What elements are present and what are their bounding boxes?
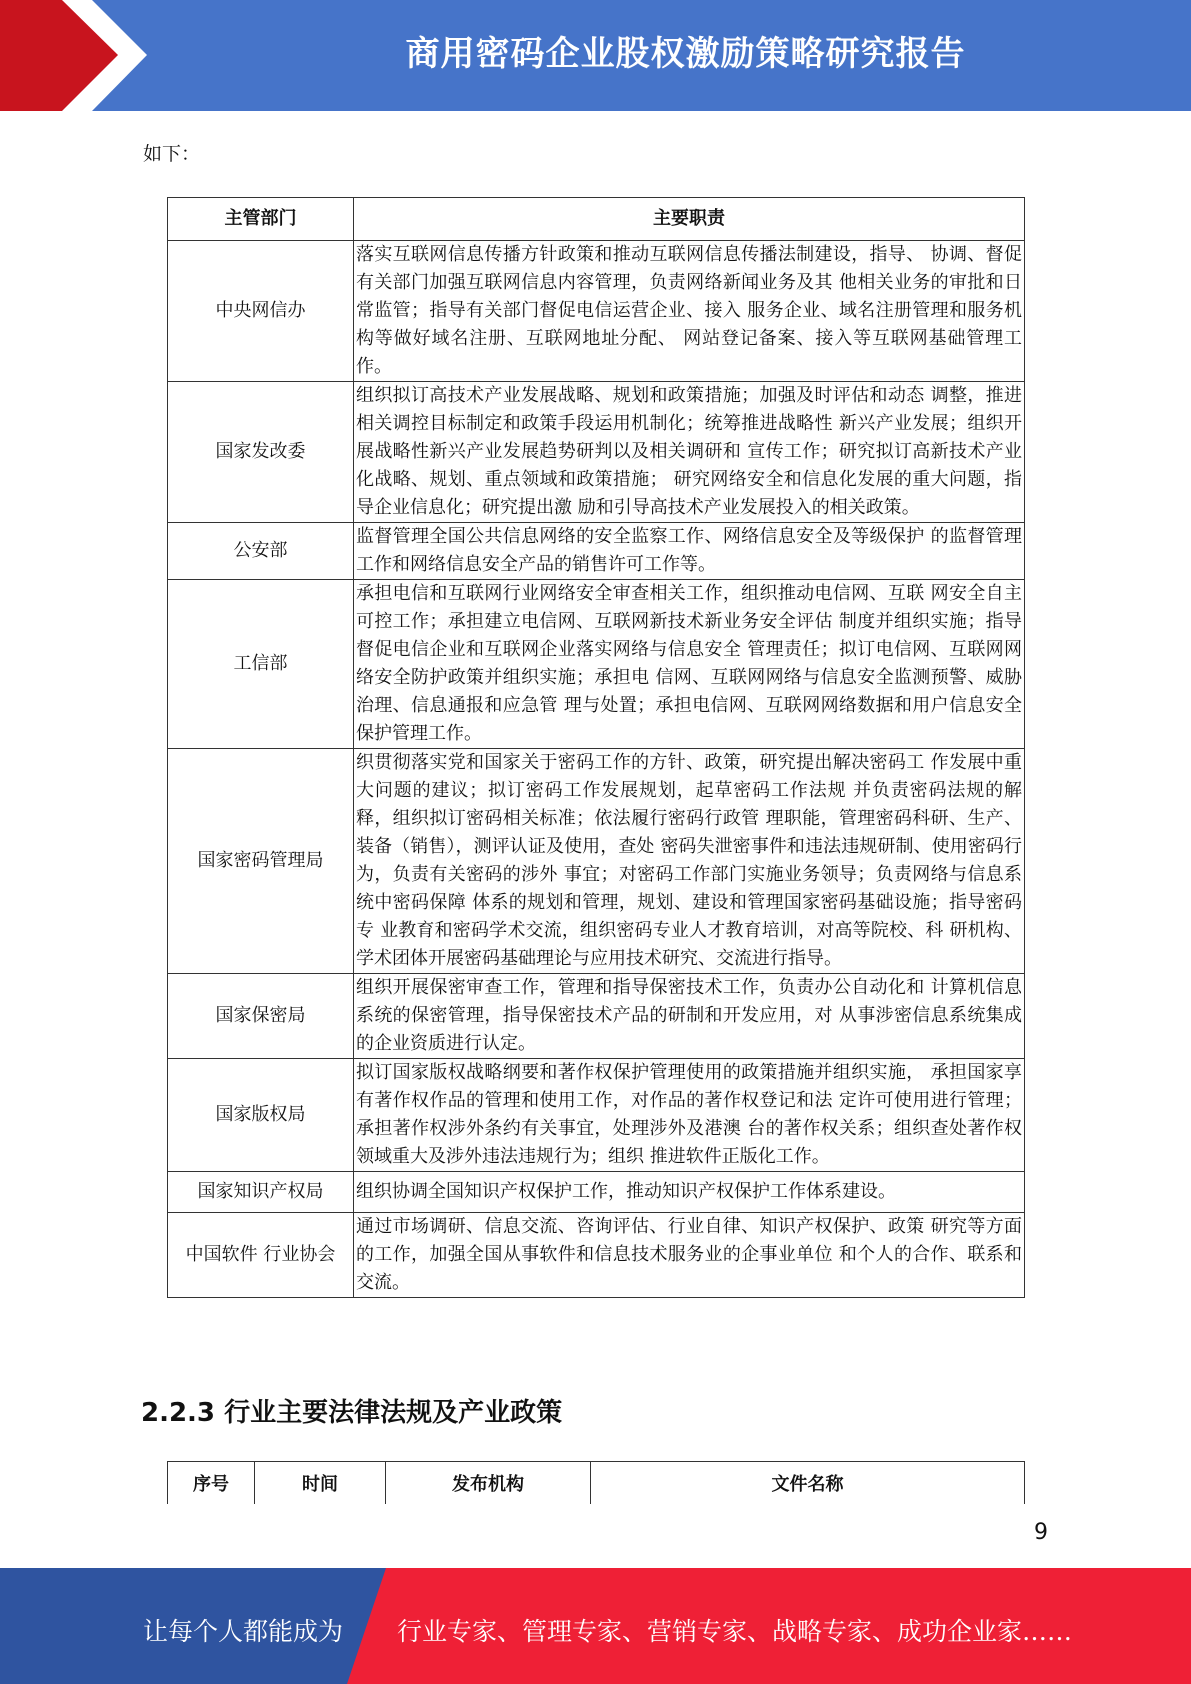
header-responsibility: 主要职责 xyxy=(354,198,1025,241)
table-header-row xyxy=(168,1462,1025,1505)
department-cell: 公安部 xyxy=(168,523,354,580)
table-row xyxy=(168,1059,1025,1172)
department-cell: 国家密码管理局 xyxy=(168,749,354,974)
responsibility-cell: 拟订国家版权战略纲要和著作权保护管理使用的政策措施并组织实施， 承担国家享有著作权作品的管理和使用工作，对作品的著作权登记和法 定许可使用进行管理；承担著作权涉外条约有关事宜，处理涉外及港澳 台的著作权关系；组织查处著作权领域重大及涉外违法违规行为；组织 推进软件正版化工作。 xyxy=(354,1059,1025,1172)
table-header-row xyxy=(168,198,1025,241)
responsibility-cell: 组织协调全国知识产权保护工作，推动知识产权保护工作体系建设。 xyxy=(354,1172,1025,1213)
table-row xyxy=(168,974,1025,1059)
department-cell: 国家版权局 xyxy=(168,1059,354,1172)
department-cell: 国家知识产权局 xyxy=(168,1172,354,1213)
header-department: 主管部门 xyxy=(168,198,354,241)
responsibility-cell: 监督管理全国公共信息网络的安全监察工作、网络信息安全及等级保护 的监督管理工作和网络信息安全产品的销售许可工作等。 xyxy=(354,523,1025,580)
footer-slogan-right: 行业专家、管理专家、营销专家、战略专家、成功企业家…… xyxy=(397,1617,1073,1646)
responsibility-cell: 落实互联网信息传播方针政策和推动互联网信息传播法制建设，指导、 协调、督促有关部门加强互联网信息内容管理，负责网络新闻业务及其 他相关业务的审批和日常监管；指导有关部门督促电信运营企业、接入 服务企业、域名注册管理和服务机构等做好域名注册、互联网地址分配、 网站登记备案、接入等互联网基础管理工作。 xyxy=(354,241,1025,382)
responsibility-cell: 通过市场调研、信息交流、咨询评估、行业自律、知识产权保护、政策 研究等方面的工作，加强全国从事软件和信息技术服务业的企事业单位 和个人的合作、联系和交流。 xyxy=(354,1213,1025,1298)
department-cell: 国家保密局 xyxy=(168,974,354,1059)
header-time: 时间 xyxy=(255,1462,386,1505)
department-cell: 中央网信办 xyxy=(168,241,354,382)
department-cell: 中国软件 行业协会 xyxy=(168,1213,354,1298)
table-row xyxy=(168,523,1025,580)
page-footer xyxy=(0,1568,1191,1684)
responsibility-cell: 承担电信和互联网行业网络安全审查相关工作，组织推动电信网、互联 网安全自主可控工作；承担建立电信网、互联网新技术新业务安全评估 制度并组织实施；指导督促电信企业和互联网企业落实网络与信息安全 管理责任；拟订电信网、互联网网络安全防护政策并组织实施；承担电 信网、互联网网络与信息安全监测预警、威胁治理、信息通报和应急管 理与处置；承担电信网、互联网网络数据和用户信息安全保护管理工作。 xyxy=(354,580,1025,749)
page-number: 9 xyxy=(1034,1520,1048,1545)
page-header xyxy=(0,0,1191,111)
table-row xyxy=(168,382,1025,523)
table-row xyxy=(168,241,1025,382)
responsibility-cell: 组织开展保密审查工作，管理和指导保密技术工作，负责办公自动化和 计算机信息系统的保密管理，指导保密技术产品的研制和开发应用，对 从事涉密信息系统集成的企业资质进行认定。 xyxy=(354,974,1025,1059)
policy-table xyxy=(167,1461,1025,1504)
header-publisher: 发布机构 xyxy=(386,1462,591,1505)
table-row xyxy=(168,1213,1025,1298)
department-cell: 国家发改委 xyxy=(168,382,354,523)
department-cell: 工信部 xyxy=(168,580,354,749)
header-index: 序号 xyxy=(168,1462,255,1505)
table-row xyxy=(168,580,1025,749)
header-document-name: 文件名称 xyxy=(591,1462,1025,1505)
footer-slogan-left: 让每个人都能成为 xyxy=(143,1617,344,1646)
section-heading: 2.2.3 行业主要法律法规及产业政策 xyxy=(141,1398,563,1428)
table-row xyxy=(168,749,1025,974)
intro-text: 如下： xyxy=(143,143,201,165)
table-row xyxy=(168,1172,1025,1213)
department-duty-table xyxy=(167,197,1025,1298)
responsibility-cell: 织贯彻落实党和国家关于密码工作的方针、政策，研究提出解决密码工 作发展中重大问题的建议；拟订密码工作发展规划，起草密码工作法规 并负责密码法规的解释，组织拟订密码相关标准；依法履行密码行政管 理职能，管理密码科研、生产、装备（销售），测评认证及使用，查处 密码失泄密事件和违法违规研制、使用密码行为，负责有关密码的涉外 事宜；对密码工作部门实施业务领导；负责网络与信息系统中密码保障 体系的规划和管理，规划、建设和管理国家密码基础设施；指导密码专 业教育和密码学术交流，组织密码专业人才教育培训，对高等院校、科 研机构、学术团体开展密码基础理论与应用技术研究、交流进行指导。 xyxy=(354,749,1025,974)
responsibility-cell: 组织拟订高技术产业发展战略、规划和政策措施；加强及时评估和动态 调整，推进相关调控目标制定和政策手段运用机制化；统筹推进战略性 新兴产业发展；组织开展战略性新兴产业发展趋势研判以及相关调研和 宣传工作；研究拟订高新技术产业化战略、规划、重点领域和政策措施； 研究网络安全和信息化发展的重大问题，指导企业信息化；研究提出激 励和引导高技术产业发展投入的相关政策。 xyxy=(354,382,1025,523)
report-title: 商用密码企业股权激励策略研究报告 xyxy=(405,34,966,74)
